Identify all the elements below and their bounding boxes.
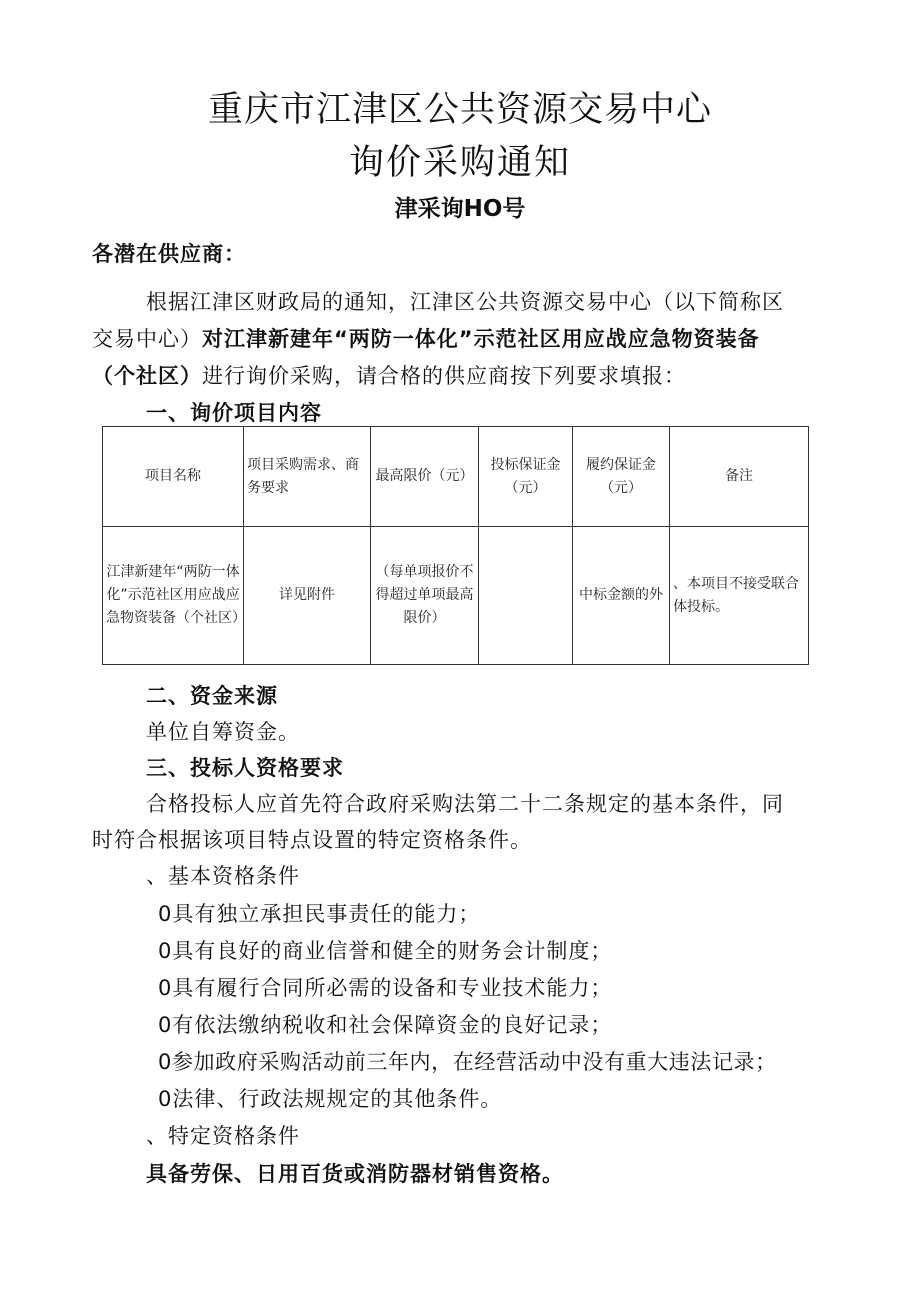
doc-number: 津采询HO号 (394, 196, 526, 222)
table-header-row (103, 427, 809, 527)
list-item: 0具有履行合同所必需的设备和专业技术能力； (158, 976, 613, 1000)
header-project-name: 项目名称 (103, 427, 244, 527)
intro-project-name: 对江津新建年“两防一体化”示范社区用应战应急物资装备 (202, 327, 760, 351)
qualification-para-line-1: 合格投标人应首先符合政府采购法第二十二条规定的基本条件，同 (146, 792, 784, 816)
cell-project-name: 江津新建年“两防一体化”示范社区用应战应急物资装备（个社区） (103, 527, 244, 665)
cell-requirements: 详见附件 (244, 527, 371, 665)
funding-source: 单位自筹资金。 (146, 720, 300, 744)
header-requirements: 项目采购需求、商务要求 (244, 427, 371, 527)
header-max-price: 最高限价（元） (371, 427, 479, 527)
doc-title: 询价采购通知 (348, 143, 571, 183)
intro-project-scope: （个社区） (92, 364, 202, 388)
cell-max-price: （每单项报价不得超过单项最高限价） (371, 527, 479, 665)
list-item: 0具有良好的商业信誉和健全的财务会计制度； (158, 939, 613, 963)
intro-line-2-plain: 交易中心） (92, 327, 202, 351)
header-performance-deposit: 履约保证金（元） (573, 427, 670, 527)
intro-line-1: 根据江津区财政局的通知，江津区公共资源交易中心（以下简称区 (146, 290, 784, 314)
section2-heading: 二、资金来源 (146, 684, 278, 708)
cell-remark: 、本项目不接受联合体投标。 (670, 527, 809, 665)
qualification-para-line-2: 时符合根据该项目特点设置的特定资格条件。 (92, 828, 532, 852)
table-row (103, 527, 809, 665)
special-qualification-text: 具备劳保、日用百货或消防器材销售资格。 (146, 1162, 564, 1186)
list-item: 0法律、行政法规规定的其他条件。 (158, 1087, 503, 1111)
cell-performance-deposit: 中标金额的外 (573, 527, 670, 665)
header-remark: 备注 (670, 427, 809, 527)
cell-bid-deposit (479, 527, 573, 665)
inquiry-table (102, 426, 809, 665)
salutation: 各潜在供应商： (92, 242, 246, 266)
intro-line-3-plain: 进行询价采购，请合格的供应商按下列要求填报： (202, 364, 686, 388)
list-item: 0参加政府采购活动前三年内，在经营活动中没有重大违法记录； (158, 1050, 777, 1074)
section3-heading: 三、投标人资格要求 (146, 756, 344, 780)
section1-heading: 一、询价项目内容 (146, 401, 322, 425)
org-title: 重庆市江津区公共资源交易中心 (207, 90, 712, 130)
special-qualification-heading: 、特定资格条件 (146, 1124, 300, 1148)
list-item: 0有依法缴纳税收和社会保障资金的良好记录； (158, 1013, 613, 1037)
intro-line-2 (92, 323, 760, 353)
intro-line-3 (92, 360, 686, 390)
list-item: 0具有独立承担民事责任的能力； (158, 902, 481, 926)
header-bid-deposit: 投标保证金（元） (479, 427, 573, 527)
basic-qualification-heading: 、基本资格条件 (146, 864, 300, 888)
